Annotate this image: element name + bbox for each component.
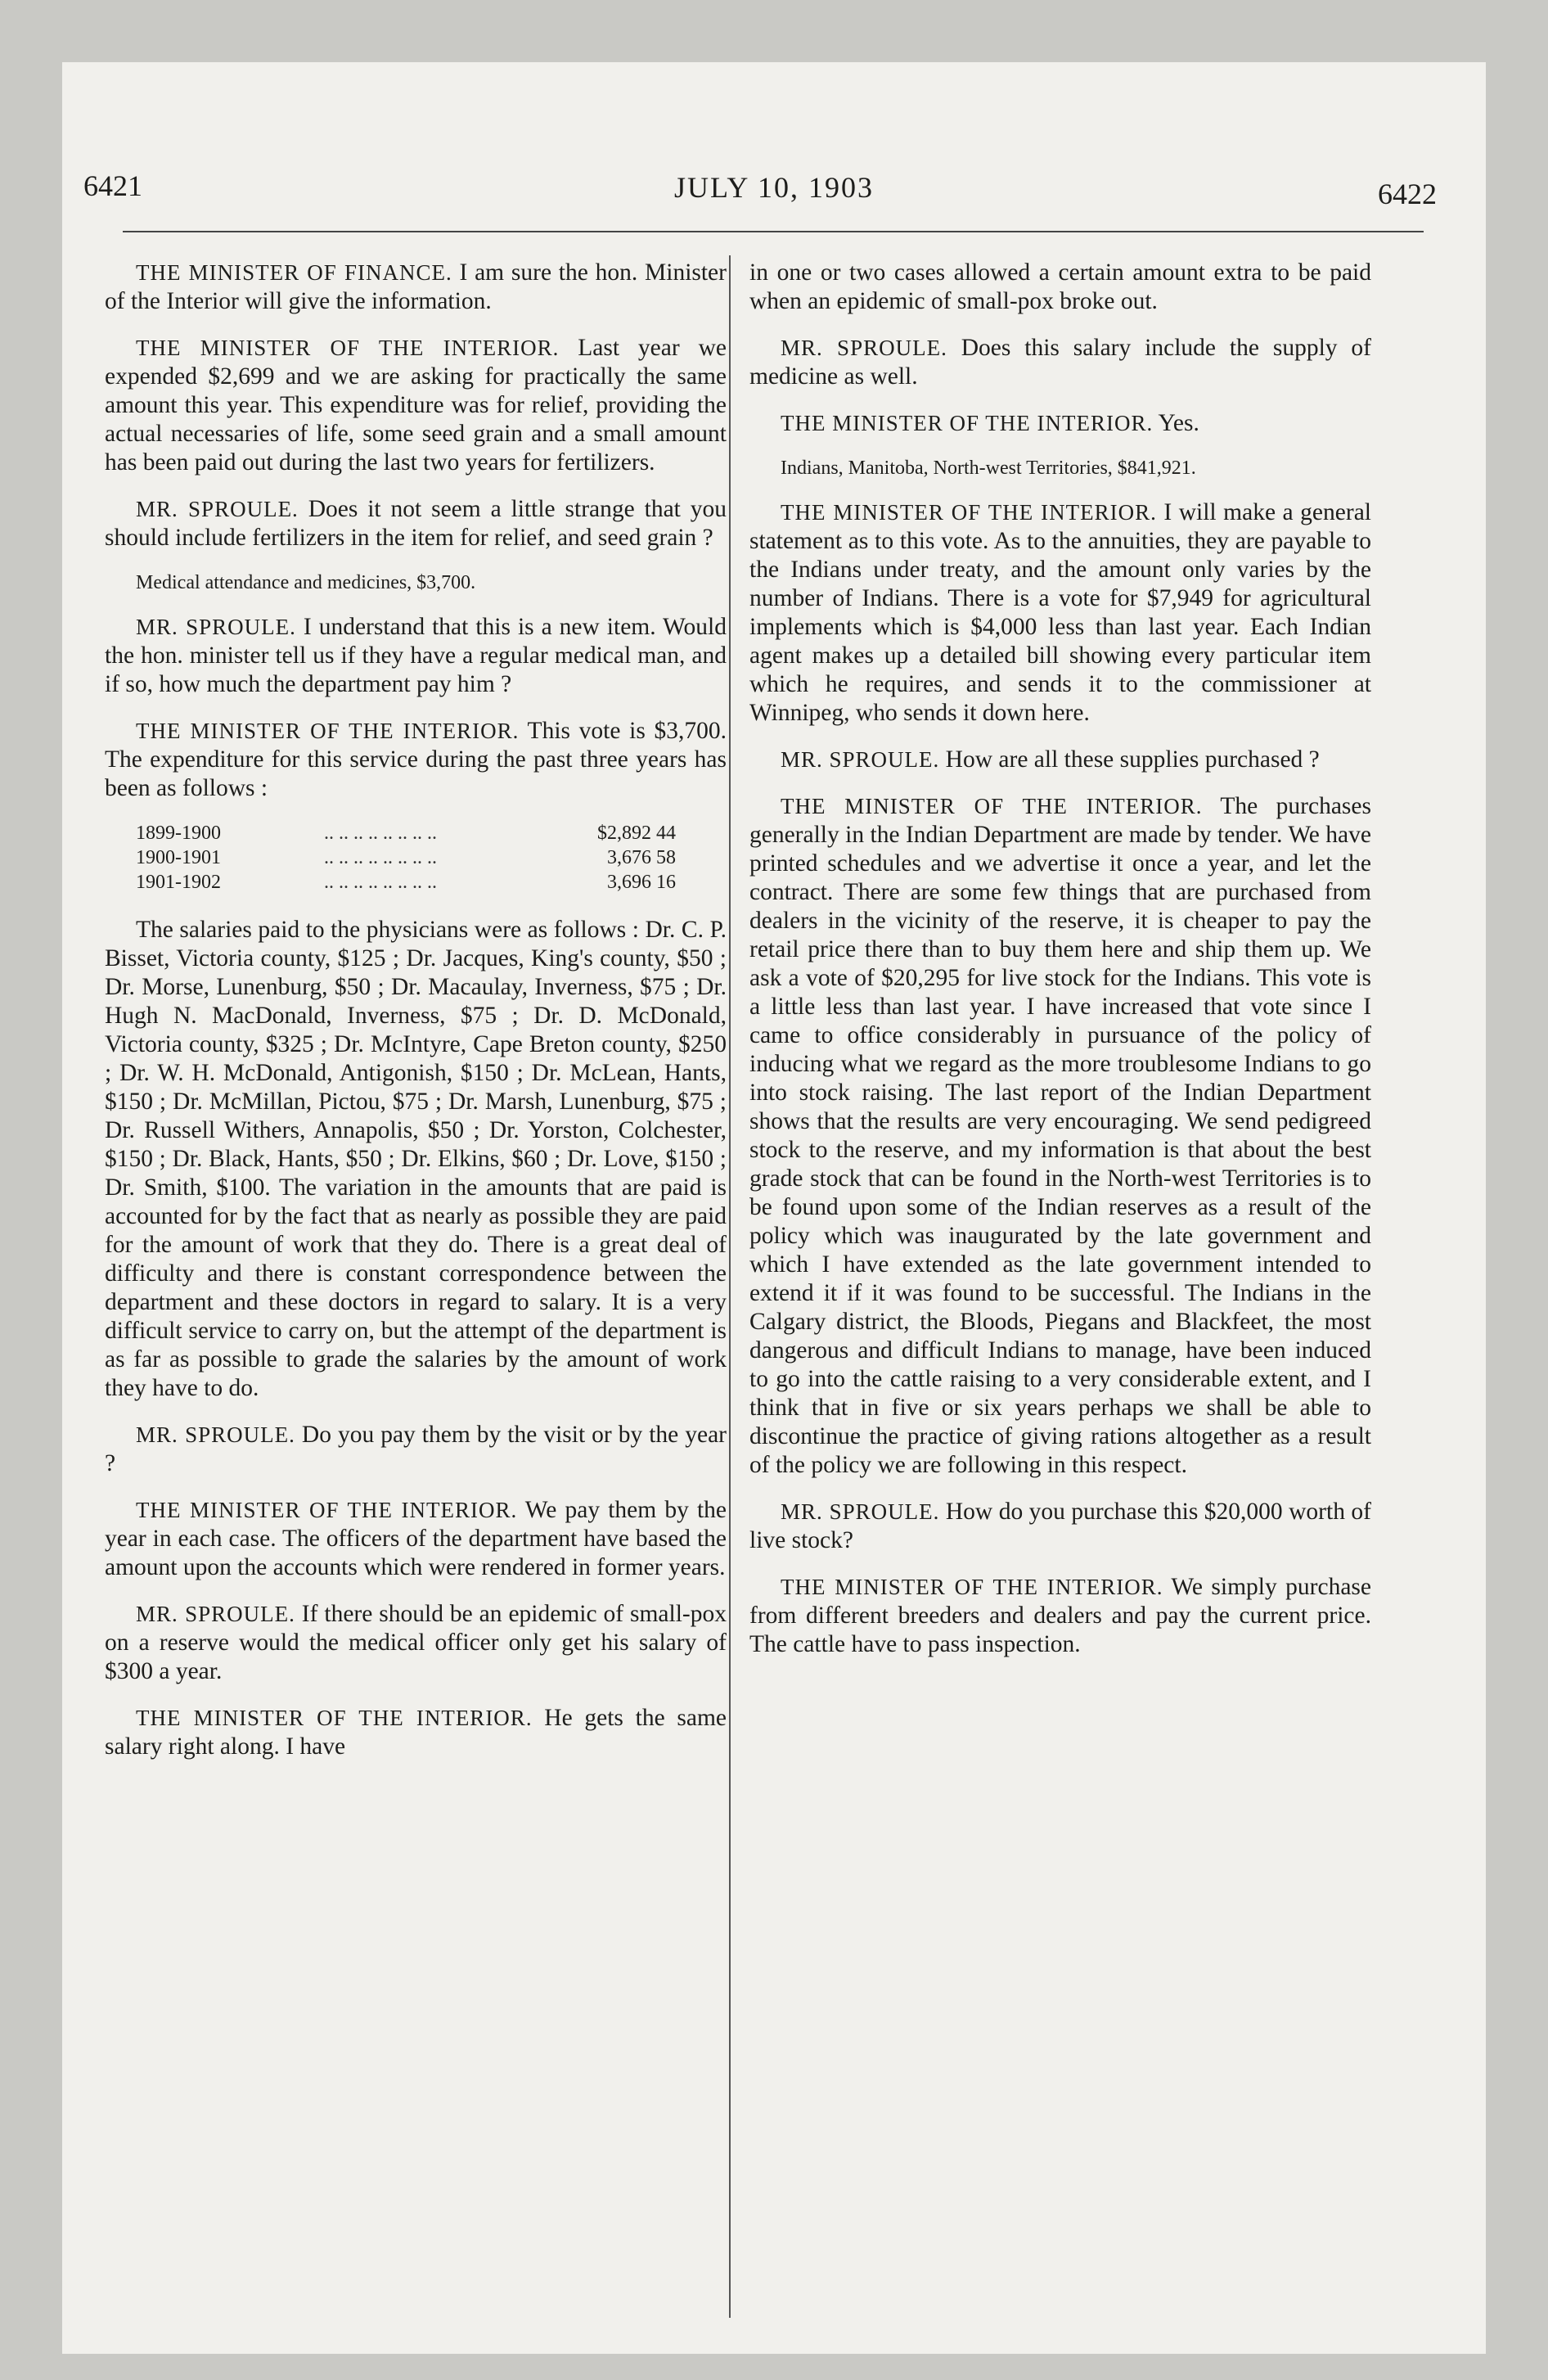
speech-text: Does this salary include the supply of medicine as well. <box>749 335 1371 390</box>
speech-text: I understand that this is a new item. Would the hon. minister tell us if they have a regular medical man, and if so, how much the department pay him ? <box>105 614 727 697</box>
speaker: THE MINISTER OF FINANCE. <box>136 260 452 285</box>
table-cell-amount: $2,892 44 <box>597 823 676 844</box>
paragraph <box>105 259 727 316</box>
estimate-item: Indians, Manitoba, North-west Territories, $841,921. <box>781 458 1196 479</box>
expenditure-table <box>136 821 676 895</box>
speech-text: This vote is $3,700. The expenditure for this service during the past three years has been as follows : <box>105 718 727 801</box>
paragraph <box>749 792 1371 1480</box>
column-divider <box>729 255 731 2318</box>
speaker: THE MINISTER OF THE INTERIOR. <box>781 411 1154 435</box>
speaker: MR. SPROULE. <box>136 497 299 521</box>
table-cell-leader: .. .. .. .. .. .. .. .. <box>324 823 437 844</box>
speech-text: I am sure the hon. Minister of the Interior will give the information. <box>105 259 727 314</box>
speech-text: He gets the same salary right along. I have <box>105 1705 727 1760</box>
table-cell-year: 1900-1901 <box>136 847 221 868</box>
paragraph <box>105 1496 727 1582</box>
speaker: THE MINISTER OF THE INTERIOR. <box>781 794 1203 818</box>
speaker: THE MINISTER OF THE INTERIOR. <box>136 336 560 360</box>
header-rule <box>123 231 1424 232</box>
speaker: THE MINISTER OF THE INTERIOR. <box>136 719 520 743</box>
table-row <box>136 870 676 895</box>
paragraph <box>105 613 727 699</box>
speaker: MR. SPROULE. <box>136 1422 295 1447</box>
speech-text: We pay them by the year in each case. The officers of the department have based the amount upon the accounts which were rendered in former years. <box>105 1497 727 1580</box>
speech-text: Last year we expended $2,699 and we are asking for practically the same amount this year. This expenditure was for relief, providing the actual necessaries of life, some seed grain and a small amount has been paid out during the last two years for fertilizers. <box>105 335 727 476</box>
speech-text: Does it not seem a little strange that you should include fertilizers in the item for relief, and seed grain ? <box>105 496 727 551</box>
speaker: THE MINISTER OF THE INTERIOR. <box>781 1575 1163 1599</box>
table-cell-year: 1899-1900 <box>136 823 221 844</box>
speaker: MR. SPROULE. <box>781 1499 940 1524</box>
speech-text: Do you pay them by the visit or by the year ? <box>105 1422 727 1476</box>
speaker: THE MINISTER OF THE INTERIOR. <box>781 500 1157 525</box>
paragraph <box>105 1704 727 1761</box>
paragraph <box>749 1573 1371 1659</box>
table-row <box>136 821 676 845</box>
table-cell-year: 1901-1902 <box>136 872 221 893</box>
paragraph <box>105 495 727 552</box>
paragraph: in one or two cases allowed a certain amount extra to be paid when an epidemic of small-pox broke out. <box>749 259 1371 314</box>
speech-text: The purchases generally in the Indian Department are made by tender. We have printed schedules and we advertise it once a year, and let the contract. There are some few things that are purchased from dealers in the vicinity of the reserve, it is cheaper to pay the retail price there than to buy them here and ship them up. We ask a vote of $20,295 for live stock for the Indians. This vote is a little less than last year. I have increased that vote since I came to office considerably in pursuance of the policy of inducing what we regard as the more troublesome Indians to go into stock raising. The last report of the Indian Department shows that the results are very encouraging. We send pedigreed stock to the reserve, and my information is that about the best grade stock that can be found in the North-west Territories is to be found upon some of the Indian reserves as a result of the policy which was inaugurated by the late government and which I have extended as the late government intended to extend it if it was found to be successful. The Indians in the Calgary district, the Bloods, Piegans and Blackfeet, the most dangerous and difficult Indians to manage, have been induced to go into the cattle raising to a very considerable extent, and I think that in five or six years perhaps we shall be able to discontinue the practice of giving rations altogether as a result of the policy we are following in this respect. <box>749 793 1371 1478</box>
speaker: MR. SPROULE. <box>781 747 940 772</box>
table-cell-leader: .. .. .. .. .. .. .. .. <box>324 847 437 868</box>
estimate-item: Medical attendance and medicines, $3,700. <box>136 572 476 593</box>
speech-text: How are all these supplies purchased ? <box>939 746 1320 773</box>
page-number-right: 6422 <box>1378 178 1437 210</box>
paragraph <box>105 717 727 803</box>
speaker: MR. SPROULE. <box>136 1602 295 1626</box>
paragraph <box>749 334 1371 391</box>
right-column <box>749 259 1371 1677</box>
page-number-left: 6421 <box>83 169 142 202</box>
paragraph <box>749 409 1371 438</box>
paragraph <box>105 1421 727 1478</box>
table-cell-amount: 3,696 16 <box>607 872 676 893</box>
speech-text: I will make a general statement as to this vote. As to the annuities, they are payable to the Indians under treaty, and the amount only varies by the number of Indians. There is a vote for $7,949 for agricultural implements which is $4,000 less than last year. Each Indian agent makes up a detailed bill showing every particular item which he requires, and sends it to the commissioner at Winnipeg, who sends it down here. <box>749 499 1371 726</box>
page-header <box>62 169 1486 218</box>
paragraph <box>749 746 1371 774</box>
hansard-page <box>62 62 1486 2354</box>
page-date: JULY 10, 1903 <box>673 171 875 204</box>
paragraph <box>105 334 727 477</box>
speaker: MR. SPROULE. <box>781 336 947 360</box>
left-column <box>105 259 727 1779</box>
paragraph: The salaries paid to the physicians were as follows : Dr. C. P. Bisset, Victoria county, $125 ; Dr. Jacques, King's county, $50 ; Dr. Morse, Lunenburg, $50 ; Dr. Macaulay, Inverness, $75 ; Dr. Hugh N. MacDonald, Inverness, $75 ; Dr. D. McDonald, Victoria county, $325 ; Dr. McIntyre, Cape Breton county, $250 ; Dr. W. H. McDonald, Antigonish, $150 ; Dr. McLean, Hants, $150 ; Dr. McMillan, Pictou, $75 ; Dr. Marsh, Lunenburg, $75 ; Dr. Russell Withers, Annapolis, $50 ; Dr. Yorston, Colchester, $150 ; Dr. Black, Hants, $50 ; Dr. Elkins, $60 ; Dr. Love, $150 ; Dr. Smith, $100. The variation in the amounts that are paid is accounted for by the fact that as nearly as possible they are paid for the amount of work that they do. There is a great deal of difficulty and there is constant correspondence between the department and these doctors in regard to salary. It is a very difficult service to carry on, but the attempt of the department is as far as possible to grade the salaries by the amount of work they have to do. <box>105 917 727 1401</box>
speech-text: We simply purchase from different breeders and dealers and pay the current price. The cattle have to pass inspection. <box>749 1574 1371 1657</box>
paragraph <box>749 498 1371 728</box>
paragraph <box>105 1600 727 1686</box>
speech-text: Yes. <box>1153 410 1199 436</box>
speaker: MR. SPROULE. <box>136 615 296 639</box>
paragraph <box>749 1498 1371 1555</box>
speaker: THE MINISTER OF THE INTERIOR. <box>136 1498 518 1522</box>
table-row <box>136 845 676 870</box>
table-cell-amount: 3,676 58 <box>607 847 676 868</box>
speech-text: How do you purchase this $20,000 worth of live stock? <box>749 1499 1371 1553</box>
speaker: THE MINISTER OF THE INTERIOR. <box>136 1706 533 1730</box>
table-cell-leader: .. .. .. .. .. .. .. .. <box>324 872 437 893</box>
speech-text: If there should be an epidemic of small-pox on a reserve would the medical officer only get his salary of $300 a year. <box>105 1601 727 1684</box>
